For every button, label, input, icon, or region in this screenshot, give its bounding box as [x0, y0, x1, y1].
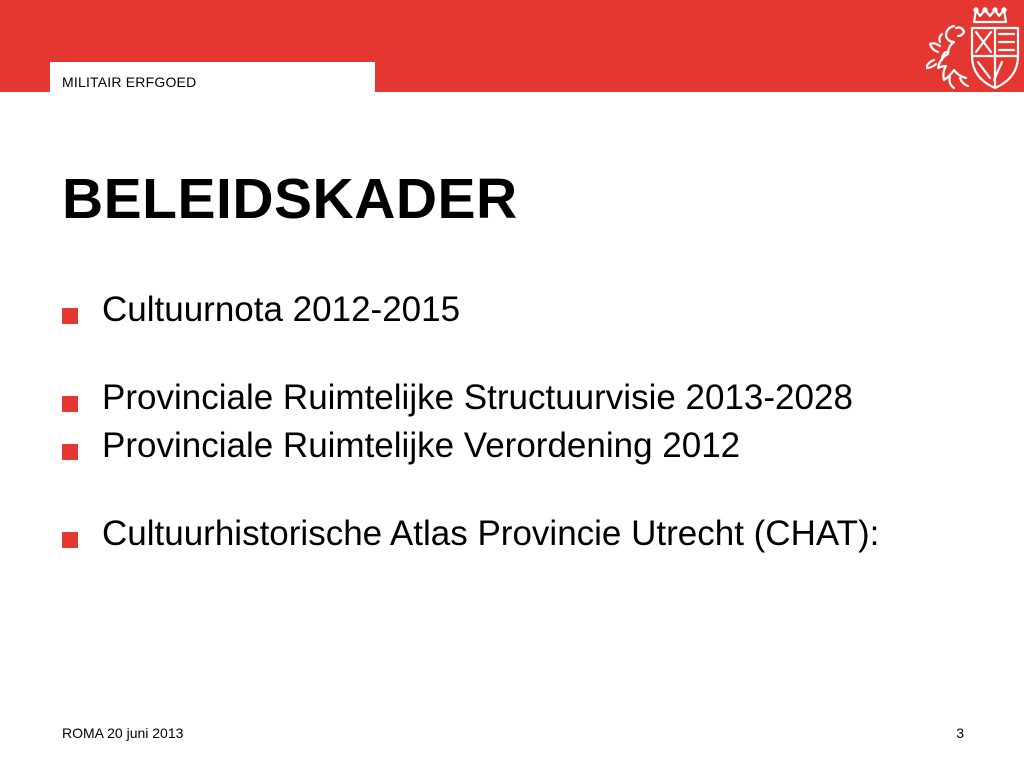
bullet-text: Provinciale Ruimtelijke Verordening 2012 — [102, 426, 741, 465]
list-item — [62, 514, 962, 554]
bullet-text: Cultuurnota 2012-2015 — [102, 290, 461, 329]
list-item — [62, 378, 962, 418]
bullet-square-icon — [62, 444, 78, 460]
section-tab — [50, 62, 375, 92]
bullet-list — [62, 290, 962, 554]
list-item — [62, 426, 962, 466]
slide-title: BELEIDSKADER — [62, 167, 518, 231]
list-item — [62, 290, 962, 330]
section-label: MILITAIR ERFGOED — [62, 74, 197, 90]
bullet-square-icon — [62, 532, 78, 548]
bullet-text: Cultuurhistorische Atlas Provincie Utrecht (CHAT): — [102, 514, 880, 553]
footer-event-date: ROMA 20 juni 2013 — [62, 725, 184, 741]
page-number: 3 — [956, 725, 964, 741]
bullet-square-icon — [62, 396, 78, 412]
bullet-square-icon — [62, 308, 78, 324]
bullet-text: Provinciale Ruimtelijke Structuurvisie 2013-2028 — [102, 378, 853, 417]
province-coat-of-arms-icon — [926, 6, 1024, 92]
